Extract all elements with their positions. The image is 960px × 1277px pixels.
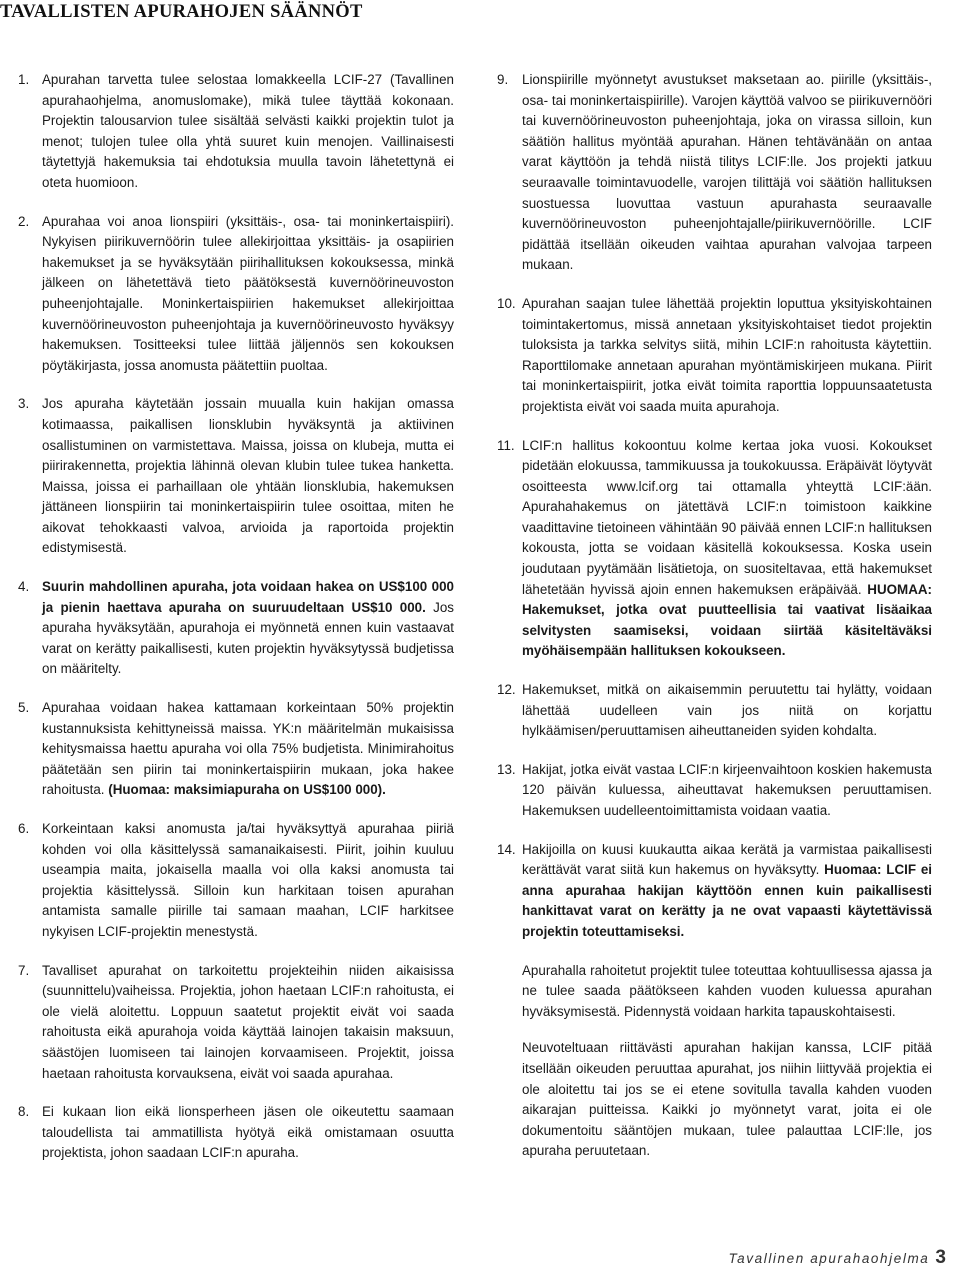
- rule-text-bold: HUOMAA: Hakemukset, jotka ovat puutteellisia tai vaativat lisäaikaa selvitysten saamiseksi, voidaan siirtää käsiteltäväksi myöhäisempään hallituksen kokoukseen.: [522, 581, 932, 659]
- rule-number: 12.: [497, 682, 516, 698]
- rule-text-part: LCIF:n hallitus kokoontuu kolme kertaa joka vuosi. Kokoukset pidetään elokuussa, tammikuussa ja toukokuussa. Eräpäivät löytyvät osoitteesta www.lcif.org tai ottamalla yhteyttä LCIF:ään. Apurahahakemus on jätettävä LCIF:n toimistoon kaikkine vaadittavine tietoineen vähintään 90 päivää ennen LCIF:n hallituksen kokousta, jotta se voidaan käsitellä kokouksessa. Koska usein joudutaan pyytämään lisätietoja, on suositeltavaa, että hakemukset lähetetään hyvissä ajoin ennen hakemuksen eräpäivää.: [522, 437, 932, 597]
- rule-text-part: Apurahaa voi anoa lionspiiri (yksittäis-, osa- tai moninkertaispiiri). Nykyisen piirikuvernöörin tulee allekirjoittaa yksittäis- ja osapiirien hakemukset ja se hyväksytään piirihallituksen kokouksessa, minkä jälkeen on lähetettävä tieto päätöksestä kuvernöörineuvoston puheenjohtajalle. Moninkertaispiirien hakemukset allekirjoittaa kuvernöörineuvoston puheenjohtaja ja kuvernöörineuvosto hyväksyy hakemuksen. Tositteeksi tulee liittää jäljennös sen kokouksen pöytäkirjasta, jossa anomusta päätettiin puoltaa.: [42, 213, 454, 373]
- rule-number: 11.: [497, 437, 515, 453]
- rule-item: [497, 680, 932, 742]
- rule-text-part: Tavalliset apurahat on tarkoitettu projekteihin niiden aikaisissa (suunnittelu)vaiheissa. Projektia, johon haetaan LCIF:n rahoitusta, ei ole vielä aloitettu. Loppuun saatetut projektit eivät voi saada rahoitusta eikä apurahoja voida käyttää lainojen takaisin maksuun, säästöjen luomiseen tai lainojen korvaamiseen. Projektit, joissa haetaan rahoitusta korvauksena, eivät voi saada apurahaa.: [42, 962, 454, 1081]
- rule-text: [522, 70, 932, 276]
- rule-text-part: Apurahan saajan tulee lähettää projektin loputtua yksityiskohtainen toimintakertomus, missä annetaan yksityiskohtaiset tiedot projektin tuloksista ja tarkka selvitys siitä, mihin LCIF:n rahoitusta käytettiin. Raporttilomake annetaan apurahan myöntämiskirjeen mukana. Piirit tai moninkertaispiirit, jotka eivät toimita raporttia loppuunsaatetusta projektista eivät voi saada muita apurahoja.: [522, 295, 932, 414]
- rule-text: [522, 840, 932, 943]
- rule-text-part: Hakijoilla on kuusi kuukautta aikaa kerätä ja varmistaa paikallisesti kerättävät varat siitä kun hakemus on hyväksytty.: [522, 841, 932, 878]
- rule-item: [497, 840, 932, 943]
- rule-text: [522, 760, 932, 822]
- page-title: TAVALLISTEN APURAHOJEN SÄÄNNÖT: [0, 2, 363, 22]
- rule-text: [522, 436, 932, 663]
- rule-text-part: Apurahan tarvetta tulee selostaa lomakkeella LCIF-27 (Tavallinen apurahaohjelma, anomuslomake), mikä tulee täyttää kokonaan. Projektin talousarvion tulee sisältää selvästi kaikki projektin tulot ja menot; tulojen tulee olla yhtä suuret kuin menojen. Vaillinaisesti täytettyjä hakemuksia tai ehdotuksia muulla tavoin lähetettynä ei oteta huomioon.: [42, 72, 454, 190]
- closing-paragraphs: [497, 961, 932, 1162]
- rule-text-part: Hakijat, jotka eivät vastaa LCIF:n kirjeenvaihtoon koskien hakemusta 120 päivän kuluessa, aiheuttavat hakemuksen peruuttamisen. Hakemuksen uudelleentoimittamista voidaan vaatia.: [522, 761, 932, 818]
- rule-item: [18, 698, 454, 801]
- rule-text: [42, 577, 454, 680]
- rule-text-part: Jos apuraha hyväksytään, apurahoja ei myönnetä ennen kuin vastaavat varat on kerätty paikallisesti, kuten projektin hyväksytyssä budjetissa on määritelty.: [42, 599, 454, 677]
- right-column: [497, 70, 932, 1178]
- rule-item: [18, 819, 454, 943]
- page-number: 3: [935, 1247, 946, 1268]
- rule-text-bold: Huomaa: LCIF ei anna apurahaa hakijan käyttöön ennen kuin paikallisesti hankittavat varat on kerätty ja ne ovat vapaasti käytettävissä projektin toteuttamiseksi.: [522, 862, 932, 939]
- rules-list-right: [497, 70, 932, 943]
- rule-text: [42, 1102, 454, 1164]
- rule-number: 8.: [18, 1104, 30, 1120]
- rule-text: [522, 680, 932, 742]
- rule-text: [522, 294, 932, 418]
- rule-item: [18, 212, 454, 377]
- rule-item: [18, 394, 454, 559]
- footer-program-name: Tavallinen apurahaohjelma: [728, 1251, 930, 1266]
- rule-item: [18, 70, 454, 194]
- rule-text: [42, 70, 454, 194]
- rule-number: 13.: [497, 761, 516, 777]
- closing-paragraph: Apurahalla rahoitetut projektit tulee toteuttaa kohtuullisessa ajassa ja ne tulee saada päätökseen kahden vuoden kuluessa apurahan hyväksymisestä. Pidennystä voidaan harkita tapauskohtaisesti.: [522, 962, 932, 1019]
- rule-number: 5.: [18, 700, 30, 716]
- rule-item: [497, 760, 932, 822]
- rule-text: [42, 961, 454, 1085]
- rule-text: [42, 212, 454, 377]
- rule-item: [18, 1102, 454, 1164]
- rule-text-part: Korkeintaan kaksi anomusta ja/tai hyväksyttyä apurahaa piiriä kohden voi olla käsittelyssä samanaikaisesti. Piirit, joihin kuuluu useampia maita, jokaisella maalla voi olla kaksi anomusta tai projektia käsittelyssä. Silloin kun harkitaan toisen apurahan antamista samalle piirille tai samaan maahan, LCIF harkitsee nykyisen LCIF-projektin menestystä.: [42, 821, 454, 939]
- rule-text: [42, 394, 454, 559]
- rule-text: [42, 698, 454, 801]
- rule-text: [42, 819, 454, 943]
- closing-paragraph: Neuvoteltuaan riittävästi apurahan hakijan kanssa, LCIF pitää itsellään oikeuden peruuttaa apurahat, jos niihin liittyvää projektia ei ole aloitettu tai jos se ei etene sovitulla tavalla kahden vuoden aikarajan puitteissa. Kaikki jo myönnetyt varat, joita ei ole dokumentoitu sääntöjen mukaan, tulee palauttaa LCIF:lle, jos apuraha peruutetaan.: [522, 1040, 932, 1159]
- rule-item: [497, 436, 932, 663]
- rule-number: 6.: [18, 821, 30, 836]
- rule-text-bold: (Huomaa: maksimiapuraha on US$100 000).: [108, 782, 386, 798]
- rule-item: [497, 294, 932, 418]
- rule-text-part: Lionspiirille myönnetyt avustukset maksetaan ao. piirille (yksittäis-, osa- tai moninkertaispiirille). Varojen käyttöä valvoo se piirikuvernööri tai kuvernöörineuvoston puheenjohtaja, joka on virassa silloin, kun säätiön hallitus myöntää apurahan. Hänen tehtävänään on antaa varat käyttöön ja tehdä niistä tilitys LCIF:lle. Jos projekti jatkuu seuraavalle toimintavuodelle, varojen tilittäjä voi säätiön hallituksen suostuessa luovuttaa vastuun apurahasta seuraavalle kuvernöörineuvoston puheenjohtajalle/piirikuvernöörille. LCIF pidättää itsellään oikeuden vaihtaa apurahan valvojaa tarpeen mukaan.: [522, 72, 932, 273]
- rule-number: 7.: [18, 962, 30, 978]
- rules-list-left: [18, 70, 454, 1164]
- rule-item: [18, 577, 454, 680]
- rule-text-part: Jos apuraha käytetään jossain muualla kuin hakijan omassa kotimaassa, paikallisen lionsklubin hyväksyntä ja aktiivinen osallistuminen on varmistettava. Maissa, joissa on klubeja, mutta ei piirirakennetta, projektia lähinnä olevan klubin tulee tukea hanketta. Maissa, joissa ei parhaillaan ole yhtään lionsklubia, hakemuksen jättäneen lionspiirin tai moninkertaispiirin tulee osoittaa, miten he aikovat tehokkaasti valvoa, arvioida ja raportoida projektin edistymisestä.: [42, 396, 454, 556]
- left-column: [18, 70, 454, 1182]
- rule-number: 10.: [497, 295, 516, 311]
- rule-text-part: Ei kukaan lion eikä lionsperheen jäsen ole oikeutettu saamaan taloudellista tai ammatillista hyötyä eikä omistamaan osuutta projektista, johon saadaan LCIF:n apuraha.: [42, 1104, 454, 1161]
- rule-item: [497, 70, 932, 276]
- page-footer: [729, 1247, 946, 1269]
- rule-number: 3.: [18, 396, 30, 412]
- rule-text-part: Hakemukset, mitkä on aikaisemmin peruutettu tai hylätty, voidaan lähettää uudelleen vain jos niitä on korjattu hylkäämisen/peruuttamisen aiheuttaneiden syiden kohdalta.: [522, 682, 932, 739]
- rule-text-part: Apurahaa voidaan hakea kattamaan korkeintaan 50% projektin kustannuksista kehittyneissä maissa. YK:n määritelmän mukaisissa kehitysmaissa haettu apuraha voi olla 75% budjetista. Minimirahoitus päätetään sen piirin tai moninkertaispiirin mukaan, joka hakee rahoitusta.: [42, 700, 454, 798]
- rule-number: 4.: [18, 579, 30, 595]
- rule-number: 1.: [18, 72, 30, 87]
- rule-number: 2.: [18, 213, 30, 229]
- rule-text-bold: Suurin mahdollinen apuraha, jota voidaan hakea on US$100 000 ja pienin haettava apuraha on suuruudeltaan US$10 000.: [42, 579, 454, 615]
- rule-item: [18, 961, 454, 1085]
- rule-number: 9.: [497, 72, 509, 87]
- rule-number: 14.: [497, 841, 516, 857]
